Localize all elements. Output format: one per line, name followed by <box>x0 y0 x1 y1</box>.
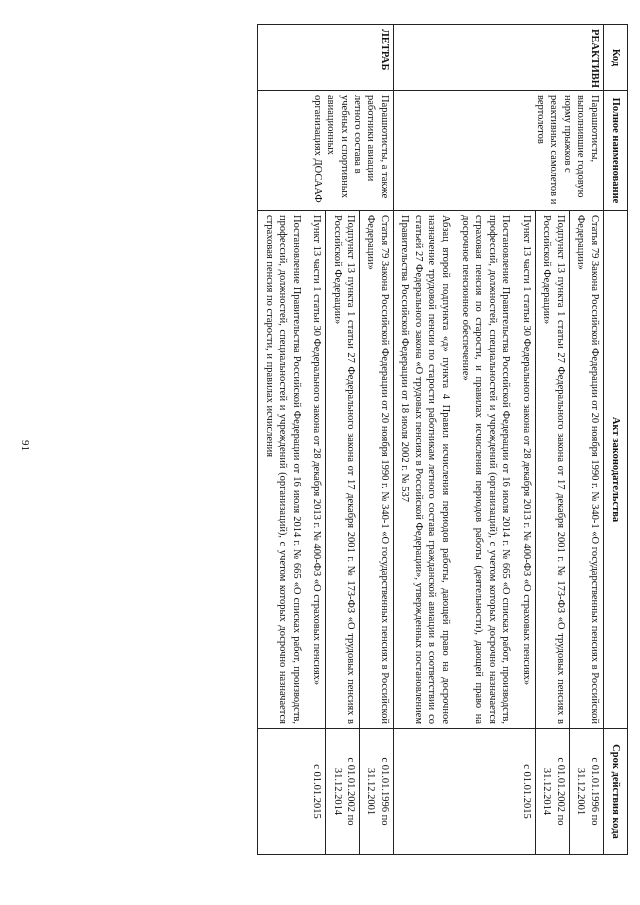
table-body <box>258 25 603 855</box>
act-paragraph: Подпункт 13 пункта 1 статьи 27 Федерального закона от 17 декабря 2001 г. № 173-ФЗ «О трудовых пенсиях в Российской Федерации» <box>331 215 356 724</box>
code-cell: ЛЕТРАБ <box>258 25 394 91</box>
act-cell <box>258 211 326 729</box>
validity-period-cell: с 01.01.2002 по 31.12.2014 <box>326 729 360 855</box>
table-row <box>569 25 603 855</box>
header-act: Акт законодательства <box>603 211 627 729</box>
act-cell <box>360 211 394 729</box>
header-code: Код <box>603 25 627 91</box>
validity-period-cell: с 01.01.2015 <box>258 729 326 855</box>
codes-table <box>257 24 628 855</box>
validity-period-cell: с 01.01.1996 по 31.12.2001 <box>360 729 394 855</box>
page-number: 91 <box>19 440 31 451</box>
act-cell <box>393 211 535 729</box>
act-cell <box>569 211 603 729</box>
full-name-cell: Парашютисты, а также работники авиации летного состава в учебных и спортивных авиационных организациях ДОСААФ <box>258 91 394 211</box>
table-row <box>360 25 394 855</box>
act-cell <box>535 211 569 729</box>
act-paragraph: Статья 79 Закона Российской Федерации от 20 ноября 1990 г. № 340-1 «О государственных пенсиях в Российской Федерации» <box>575 215 600 724</box>
act-cell <box>326 211 360 729</box>
act-paragraph: Постановление Правительства Российской Федерации от 16 июля 2014 г. № 665 «О списках работ, производств, профессий, должностей, специальностей и учреждений (организаций), с учетом которых досрочно назначается страховая пенсия по старости, и правилах исчисления <box>263 215 302 724</box>
act-paragraph: Подпункт 13 пункта 1 статьи 27 Федерального закона от 17 декабря 2001 г. № 173-ФЗ «О трудовых пенсиях в Российской Федерации» <box>541 215 566 724</box>
act-paragraph: Постановление Правительства Российской Федерации от 16 июля 2014 г. № 665 «О списках работ, производств, профессий, должностей, специальностей и учреждений (организаций), с учетом которых досрочно назначается страховая пенсия по старости, и правилах исчисления периодов работы (деятельности), дающей право на досрочное пенсионное обеспечение» <box>460 215 512 724</box>
table-header-row <box>603 25 627 855</box>
header-name: Полное наименование <box>603 91 627 211</box>
act-paragraph: Статья 79 Закона Российской Федерации от 20 ноября 1990 г. № 340-1 «О государственных пенсиях в Российской Федерации» <box>365 215 390 724</box>
full-name-cell: Парашютисты, выполнившие годовую норму прыжков с реактивных самолетов и вертолетов <box>393 91 603 211</box>
header-period: Срок действия кода <box>603 729 627 855</box>
validity-period-cell: с 01.01.2015 <box>393 729 535 855</box>
act-paragraph: Пункт 13 части 1 статьи 30 Федерального закона от 28 декабря 2013 г. № 400-ФЗ «О страховых пенсиях» <box>311 215 323 686</box>
act-paragraph: Абзац второй подпункта «д» пункта 4 Правил исчисления периодов работы, дающей право на досрочное назначение трудовой пенсии по старости работникам летного состава гражданской авиации в соответствии со статьей 27 Федерального закона «О трудовых пенсиях в Российской Федерации», утвержденных постановлением Правительства Российской Федерации от 18 июля 2002 г. № 537 <box>399 215 451 724</box>
validity-period-cell: с 01.01.2002 по 31.12.2014 <box>535 729 569 855</box>
rotated-table-container <box>68 24 628 854</box>
code-cell: РЕАКТИВН <box>393 25 603 91</box>
validity-period-cell: с 01.01.1996 по 31.12.2001 <box>569 729 603 855</box>
act-paragraph: Пункт 13 части 1 статьи 30 Федерального закона от 28 декабря 2013 г. № 400-ФЗ «О страховых пенсиях» <box>520 215 532 686</box>
